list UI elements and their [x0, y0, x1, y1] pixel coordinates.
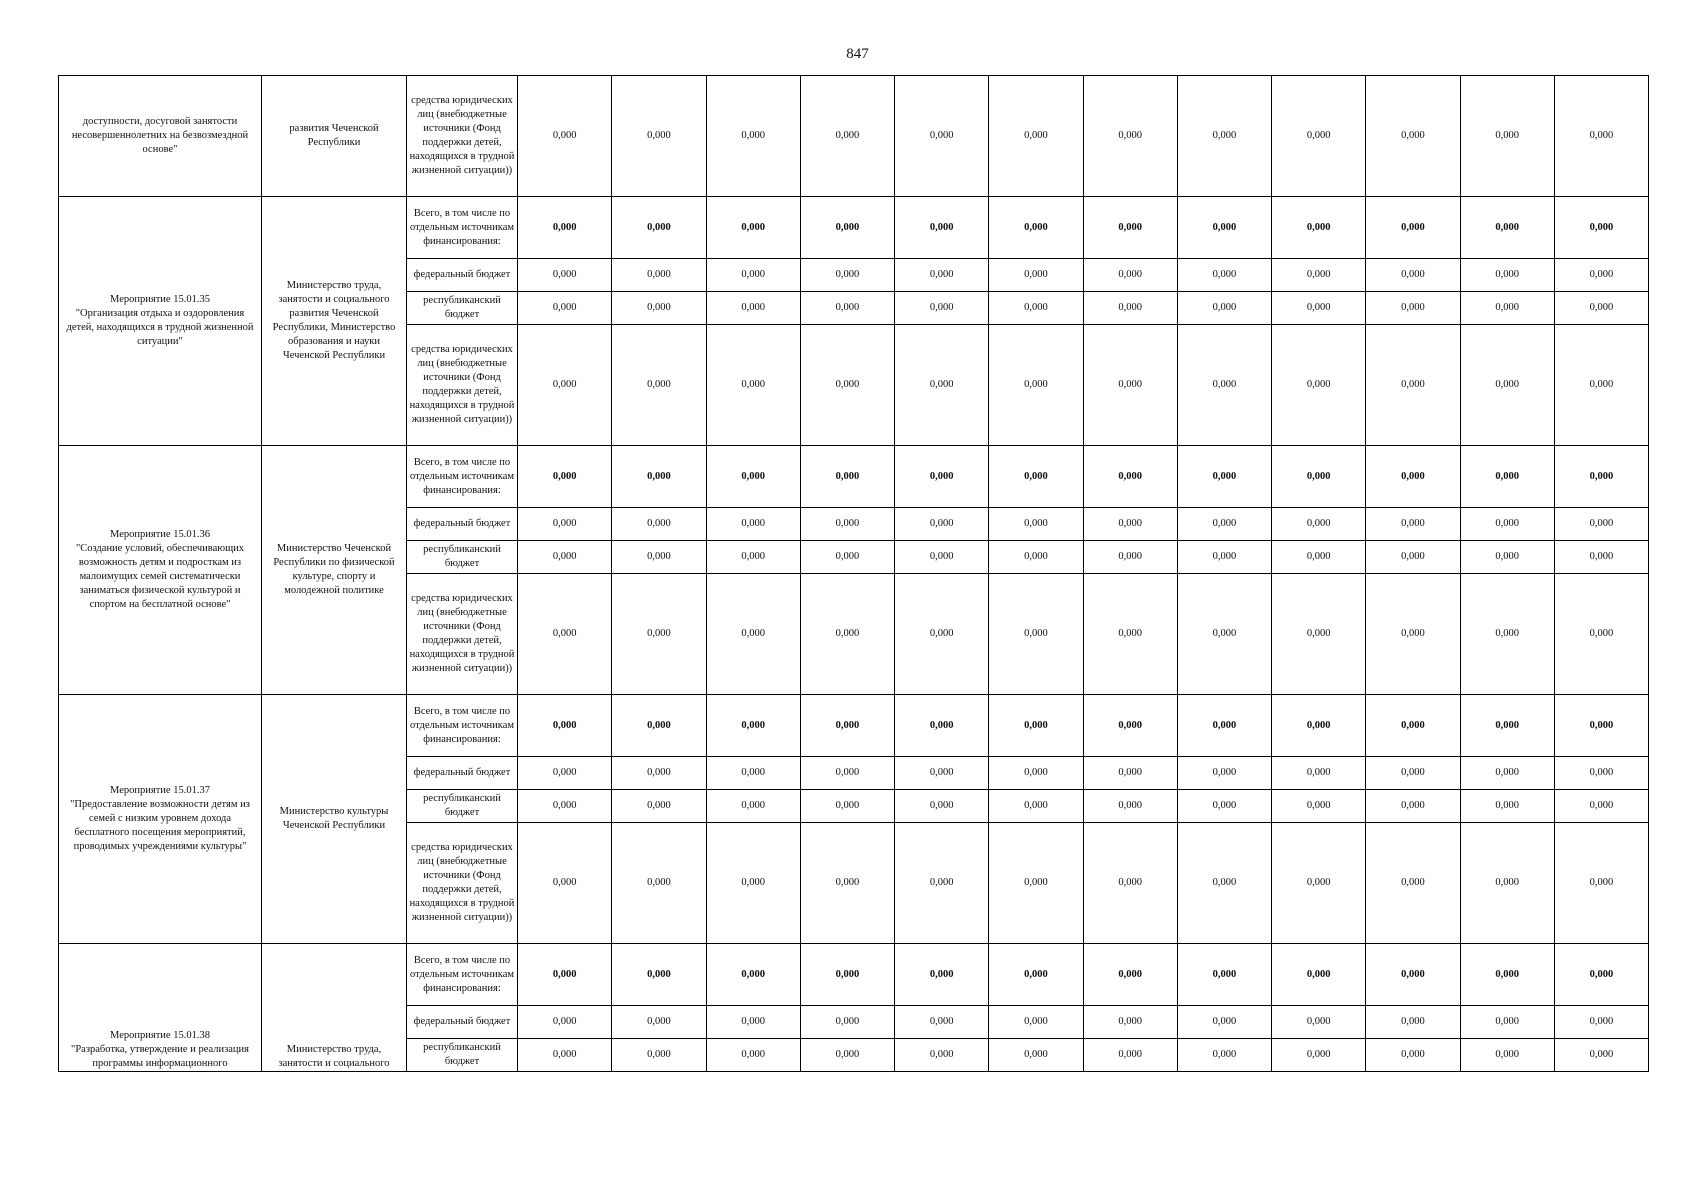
table-row	[59, 695, 1649, 757]
value-cell: 0,000	[518, 574, 612, 695]
value-cell: 0,000	[1177, 197, 1271, 259]
value-cell: 0,000	[1272, 197, 1366, 259]
value-cell: 0,000	[706, 757, 800, 790]
value-cell: 0,000	[989, 325, 1083, 446]
value-cell: 0,000	[1083, 325, 1177, 446]
value-cell: 0,000	[612, 1006, 706, 1039]
value-cell: 0,000	[895, 446, 989, 508]
source-label-legal: средства юридических лиц (внебюджетные источники (Фонд поддержки детей, находящихся в трудной жизненной ситуации))	[407, 76, 518, 197]
value-cell: 0,000	[989, 757, 1083, 790]
budget-table	[58, 75, 1649, 1072]
value-cell: 0,000	[612, 541, 706, 574]
value-cell: 0,000	[612, 197, 706, 259]
value-cell: 0,000	[800, 823, 894, 944]
value-cell: 0,000	[1177, 1039, 1271, 1072]
event-description: "Разработка, утверждение и реализация программы информационного	[71, 1044, 249, 1069]
value-cell: 0,000	[1177, 944, 1271, 1006]
value-cell: 0,000	[1177, 541, 1271, 574]
executor-cell: Министерство Чеченской Республики по физической культуре, спорту и молодежной политике	[262, 446, 407, 695]
value-cell: 0,000	[612, 823, 706, 944]
value-cell: 0,000	[1554, 944, 1648, 1006]
value-cell: 0,000	[1460, 446, 1554, 508]
value-cell: 0,000	[518, 823, 612, 944]
value-cell: 0,000	[800, 259, 894, 292]
value-cell: 0,000	[800, 541, 894, 574]
value-cell: 0,000	[800, 197, 894, 259]
value-cell: 0,000	[1083, 197, 1177, 259]
table-row	[59, 944, 1649, 1006]
value-cell: 0,000	[1177, 76, 1271, 197]
value-cell: 0,000	[612, 76, 706, 197]
source-label-federal: федеральный бюджет	[407, 757, 518, 790]
value-cell: 0,000	[1177, 757, 1271, 790]
value-cell: 0,000	[612, 446, 706, 508]
event-title: Мероприятие 15.01.38	[110, 1030, 210, 1041]
value-cell: 0,000	[989, 446, 1083, 508]
value-cell: 0,000	[1272, 944, 1366, 1006]
value-cell: 0,000	[895, 325, 989, 446]
value-cell: 0,000	[706, 76, 800, 197]
value-cell: 0,000	[1366, 325, 1460, 446]
value-cell: 0,000	[1083, 292, 1177, 325]
source-label-legal: средства юридических лиц (внебюджетные источники (Фонд поддержки детей, находящихся в трудной жизненной ситуации))	[407, 325, 518, 446]
value-cell: 0,000	[1083, 508, 1177, 541]
value-cell: 0,000	[706, 325, 800, 446]
value-cell: 0,000	[1460, 292, 1554, 325]
value-cell: 0,000	[989, 292, 1083, 325]
value-cell: 0,000	[1554, 259, 1648, 292]
value-cell: 0,000	[706, 823, 800, 944]
value-cell: 0,000	[1460, 944, 1554, 1006]
value-cell: 0,000	[612, 259, 706, 292]
value-cell: 0,000	[1554, 790, 1648, 823]
value-cell: 0,000	[1460, 541, 1554, 574]
value-cell: 0,000	[800, 76, 894, 197]
value-cell: 0,000	[1366, 823, 1460, 944]
value-cell: 0,000	[1272, 446, 1366, 508]
value-cell: 0,000	[989, 1006, 1083, 1039]
value-cell: 0,000	[706, 197, 800, 259]
source-label-federal: федеральный бюджет	[407, 259, 518, 292]
value-cell: 0,000	[1177, 292, 1271, 325]
value-cell: 0,000	[706, 292, 800, 325]
value-cell: 0,000	[895, 944, 989, 1006]
value-cell: 0,000	[1460, 76, 1554, 197]
event-title: Мероприятие 15.01.35	[110, 294, 210, 305]
value-cell: 0,000	[1366, 259, 1460, 292]
value-cell: 0,000	[518, 446, 612, 508]
value-cell: 0,000	[706, 1039, 800, 1072]
value-cell: 0,000	[989, 790, 1083, 823]
value-cell: 0,000	[1177, 695, 1271, 757]
value-cell: 0,000	[1083, 574, 1177, 695]
value-cell: 0,000	[989, 823, 1083, 944]
value-cell: 0,000	[989, 197, 1083, 259]
value-cell: 0,000	[518, 197, 612, 259]
value-cell: 0,000	[612, 1039, 706, 1072]
value-cell: 0,000	[1554, 197, 1648, 259]
value-cell: 0,000	[1177, 508, 1271, 541]
value-cell: 0,000	[612, 574, 706, 695]
value-cell: 0,000	[1460, 695, 1554, 757]
value-cell: 0,000	[1460, 197, 1554, 259]
value-cell: 0,000	[1083, 790, 1177, 823]
event-cell	[59, 944, 262, 1072]
executor-continued: развития Чеченской Республики	[262, 76, 407, 197]
value-cell: 0,000	[1177, 1006, 1271, 1039]
source-label-total: Всего, в том числе по отдельным источникам финансирования:	[407, 944, 518, 1006]
executor-cell: Министерство труда, занятости и социального	[262, 944, 407, 1072]
value-cell: 0,000	[612, 944, 706, 1006]
value-cell: 0,000	[800, 695, 894, 757]
value-cell: 0,000	[989, 944, 1083, 1006]
value-cell: 0,000	[1177, 446, 1271, 508]
value-cell: 0,000	[1554, 1006, 1648, 1039]
value-cell: 0,000	[612, 325, 706, 446]
value-cell: 0,000	[1554, 292, 1648, 325]
value-cell: 0,000	[1554, 1039, 1648, 1072]
value-cell: 0,000	[989, 541, 1083, 574]
value-cell: 0,000	[1272, 292, 1366, 325]
value-cell: 0,000	[1554, 757, 1648, 790]
value-cell: 0,000	[800, 446, 894, 508]
value-cell: 0,000	[706, 944, 800, 1006]
value-cell: 0,000	[1177, 325, 1271, 446]
event-description: "Предоставление возможности детям из семей с низким уровнем дохода бесплатного посещения мероприятий, проводимых учреждениями культуры"	[70, 799, 250, 852]
value-cell: 0,000	[989, 508, 1083, 541]
value-cell: 0,000	[1272, 574, 1366, 695]
value-cell: 0,000	[1272, 823, 1366, 944]
value-cell: 0,000	[1366, 292, 1460, 325]
event-title: Мероприятие 15.01.36	[110, 529, 210, 540]
value-cell: 0,000	[518, 944, 612, 1006]
value-cell: 0,000	[1554, 508, 1648, 541]
value-cell: 0,000	[1272, 1006, 1366, 1039]
value-cell: 0,000	[895, 757, 989, 790]
value-cell: 0,000	[989, 1039, 1083, 1072]
value-cell: 0,000	[1460, 1006, 1554, 1039]
source-label-total: Всего, в том числе по отдельным источникам финансирования:	[407, 695, 518, 757]
value-cell: 0,000	[800, 574, 894, 695]
source-label-total: Всего, в том числе по отдельным источникам финансирования:	[407, 446, 518, 508]
value-cell: 0,000	[895, 823, 989, 944]
value-cell: 0,000	[518, 508, 612, 541]
value-cell: 0,000	[706, 259, 800, 292]
value-cell: 0,000	[800, 1006, 894, 1039]
value-cell: 0,000	[706, 790, 800, 823]
value-cell: 0,000	[1083, 259, 1177, 292]
source-label-total: Всего, в том числе по отдельным источникам финансирования:	[407, 197, 518, 259]
value-cell: 0,000	[1554, 76, 1648, 197]
value-cell: 0,000	[1460, 259, 1554, 292]
event-cell	[59, 695, 262, 944]
value-cell: 0,000	[989, 695, 1083, 757]
value-cell: 0,000	[1460, 1039, 1554, 1072]
value-cell: 0,000	[1083, 541, 1177, 574]
value-cell: 0,000	[1554, 325, 1648, 446]
value-cell: 0,000	[706, 574, 800, 695]
value-cell: 0,000	[895, 197, 989, 259]
source-label-legal: средства юридических лиц (внебюджетные источники (Фонд поддержки детей, находящихся в трудной жизненной ситуации))	[407, 574, 518, 695]
value-cell: 0,000	[1272, 1039, 1366, 1072]
value-cell: 0,000	[518, 1006, 612, 1039]
source-label-federal: федеральный бюджет	[407, 508, 518, 541]
value-cell: 0,000	[612, 757, 706, 790]
source-label-republic: республиканский бюджет	[407, 790, 518, 823]
value-cell: 0,000	[612, 508, 706, 541]
value-cell: 0,000	[518, 292, 612, 325]
value-cell: 0,000	[1272, 757, 1366, 790]
event-title: Мероприятие 15.01.37	[110, 785, 210, 796]
value-cell: 0,000	[518, 1039, 612, 1072]
value-cell: 0,000	[1460, 757, 1554, 790]
value-cell: 0,000	[706, 1006, 800, 1039]
value-cell: 0,000	[1083, 944, 1177, 1006]
value-cell: 0,000	[1272, 541, 1366, 574]
value-cell: 0,000	[895, 541, 989, 574]
value-cell: 0,000	[800, 508, 894, 541]
page-number: 847	[846, 46, 869, 62]
value-cell: 0,000	[518, 790, 612, 823]
executor-cell: Министерство культуры Чеченской Республики	[262, 695, 407, 944]
value-cell: 0,000	[1272, 325, 1366, 446]
value-cell: 0,000	[895, 1039, 989, 1072]
value-cell: 0,000	[1366, 508, 1460, 541]
value-cell: 0,000	[1460, 325, 1554, 446]
value-cell: 0,000	[1083, 823, 1177, 944]
value-cell: 0,000	[1177, 790, 1271, 823]
value-cell: 0,000	[800, 757, 894, 790]
value-cell: 0,000	[1272, 695, 1366, 757]
value-cell: 0,000	[1177, 823, 1271, 944]
table-row	[59, 446, 1649, 508]
value-cell: 0,000	[1460, 823, 1554, 944]
value-cell: 0,000	[1366, 197, 1460, 259]
value-cell: 0,000	[989, 76, 1083, 197]
value-cell: 0,000	[800, 1039, 894, 1072]
value-cell: 0,000	[612, 790, 706, 823]
value-cell: 0,000	[1272, 508, 1366, 541]
source-label-republic: республиканский бюджет	[407, 1039, 518, 1072]
event-description-continued: доступности, досуговой занятости несовершеннолетних на безвозмездной основе"	[59, 76, 262, 197]
value-cell: 0,000	[706, 541, 800, 574]
value-cell: 0,000	[1554, 574, 1648, 695]
value-cell: 0,000	[895, 695, 989, 757]
value-cell: 0,000	[800, 325, 894, 446]
value-cell: 0,000	[1272, 259, 1366, 292]
value-cell: 0,000	[1272, 790, 1366, 823]
value-cell: 0,000	[1366, 446, 1460, 508]
value-cell: 0,000	[1554, 446, 1648, 508]
value-cell: 0,000	[1554, 541, 1648, 574]
value-cell: 0,000	[895, 76, 989, 197]
value-cell: 0,000	[895, 1006, 989, 1039]
value-cell: 0,000	[612, 292, 706, 325]
value-cell: 0,000	[1554, 823, 1648, 944]
value-cell: 0,000	[706, 446, 800, 508]
value-cell: 0,000	[518, 76, 612, 197]
value-cell: 0,000	[1177, 574, 1271, 695]
value-cell: 0,000	[800, 944, 894, 1006]
value-cell: 0,000	[1554, 695, 1648, 757]
value-cell: 0,000	[895, 574, 989, 695]
value-cell: 0,000	[518, 541, 612, 574]
value-cell: 0,000	[1460, 574, 1554, 695]
value-cell: 0,000	[1083, 1006, 1177, 1039]
value-cell: 0,000	[1460, 790, 1554, 823]
source-label-republic: республиканский бюджет	[407, 292, 518, 325]
value-cell: 0,000	[1366, 790, 1460, 823]
value-cell: 0,000	[1083, 757, 1177, 790]
value-cell: 0,000	[1366, 944, 1460, 1006]
value-cell: 0,000	[1366, 695, 1460, 757]
value-cell: 0,000	[518, 259, 612, 292]
value-cell: 0,000	[1177, 259, 1271, 292]
source-label-legal: средства юридических лиц (внебюджетные источники (Фонд поддержки детей, находящихся в трудной жизненной ситуации))	[407, 823, 518, 944]
value-cell: 0,000	[1083, 1039, 1177, 1072]
value-cell: 0,000	[1366, 574, 1460, 695]
event-cell	[59, 446, 262, 695]
value-cell: 0,000	[800, 790, 894, 823]
event-description: "Организация отдыха и оздоровления детей, находящихся в трудной жизненной ситуации"	[66, 308, 254, 347]
value-cell: 0,000	[1366, 1039, 1460, 1072]
value-cell: 0,000	[895, 790, 989, 823]
value-cell: 0,000	[1366, 757, 1460, 790]
event-description: "Создание условий, обеспечивающих возможность детям и подросткам из малоимущих семей систематически заниматься физической культурой и спортом на бесплатной основе"	[75, 543, 245, 610]
value-cell: 0,000	[1460, 508, 1554, 541]
source-label-federal: федеральный бюджет	[407, 1006, 518, 1039]
value-cell: 0,000	[1366, 541, 1460, 574]
value-cell: 0,000	[518, 757, 612, 790]
table-row	[59, 76, 1649, 197]
value-cell: 0,000	[895, 259, 989, 292]
value-cell: 0,000	[1083, 695, 1177, 757]
value-cell: 0,000	[989, 574, 1083, 695]
event-cell	[59, 197, 262, 446]
value-cell: 0,000	[1083, 446, 1177, 508]
value-cell: 0,000	[612, 695, 706, 757]
source-label-republic: республиканский бюджет	[407, 541, 518, 574]
value-cell: 0,000	[895, 508, 989, 541]
value-cell: 0,000	[1366, 1006, 1460, 1039]
value-cell: 0,000	[1083, 76, 1177, 197]
value-cell: 0,000	[989, 259, 1083, 292]
table-row	[59, 197, 1649, 259]
value-cell: 0,000	[1366, 76, 1460, 197]
value-cell: 0,000	[895, 292, 989, 325]
value-cell: 0,000	[518, 695, 612, 757]
executor-cell: Министерство труда, занятости и социального развития Чеченской Республики, Министерство образования и науки Чеченской Республики	[262, 197, 407, 446]
value-cell: 0,000	[1272, 76, 1366, 197]
value-cell: 0,000	[706, 508, 800, 541]
value-cell: 0,000	[518, 325, 612, 446]
value-cell: 0,000	[800, 292, 894, 325]
value-cell: 0,000	[706, 695, 800, 757]
